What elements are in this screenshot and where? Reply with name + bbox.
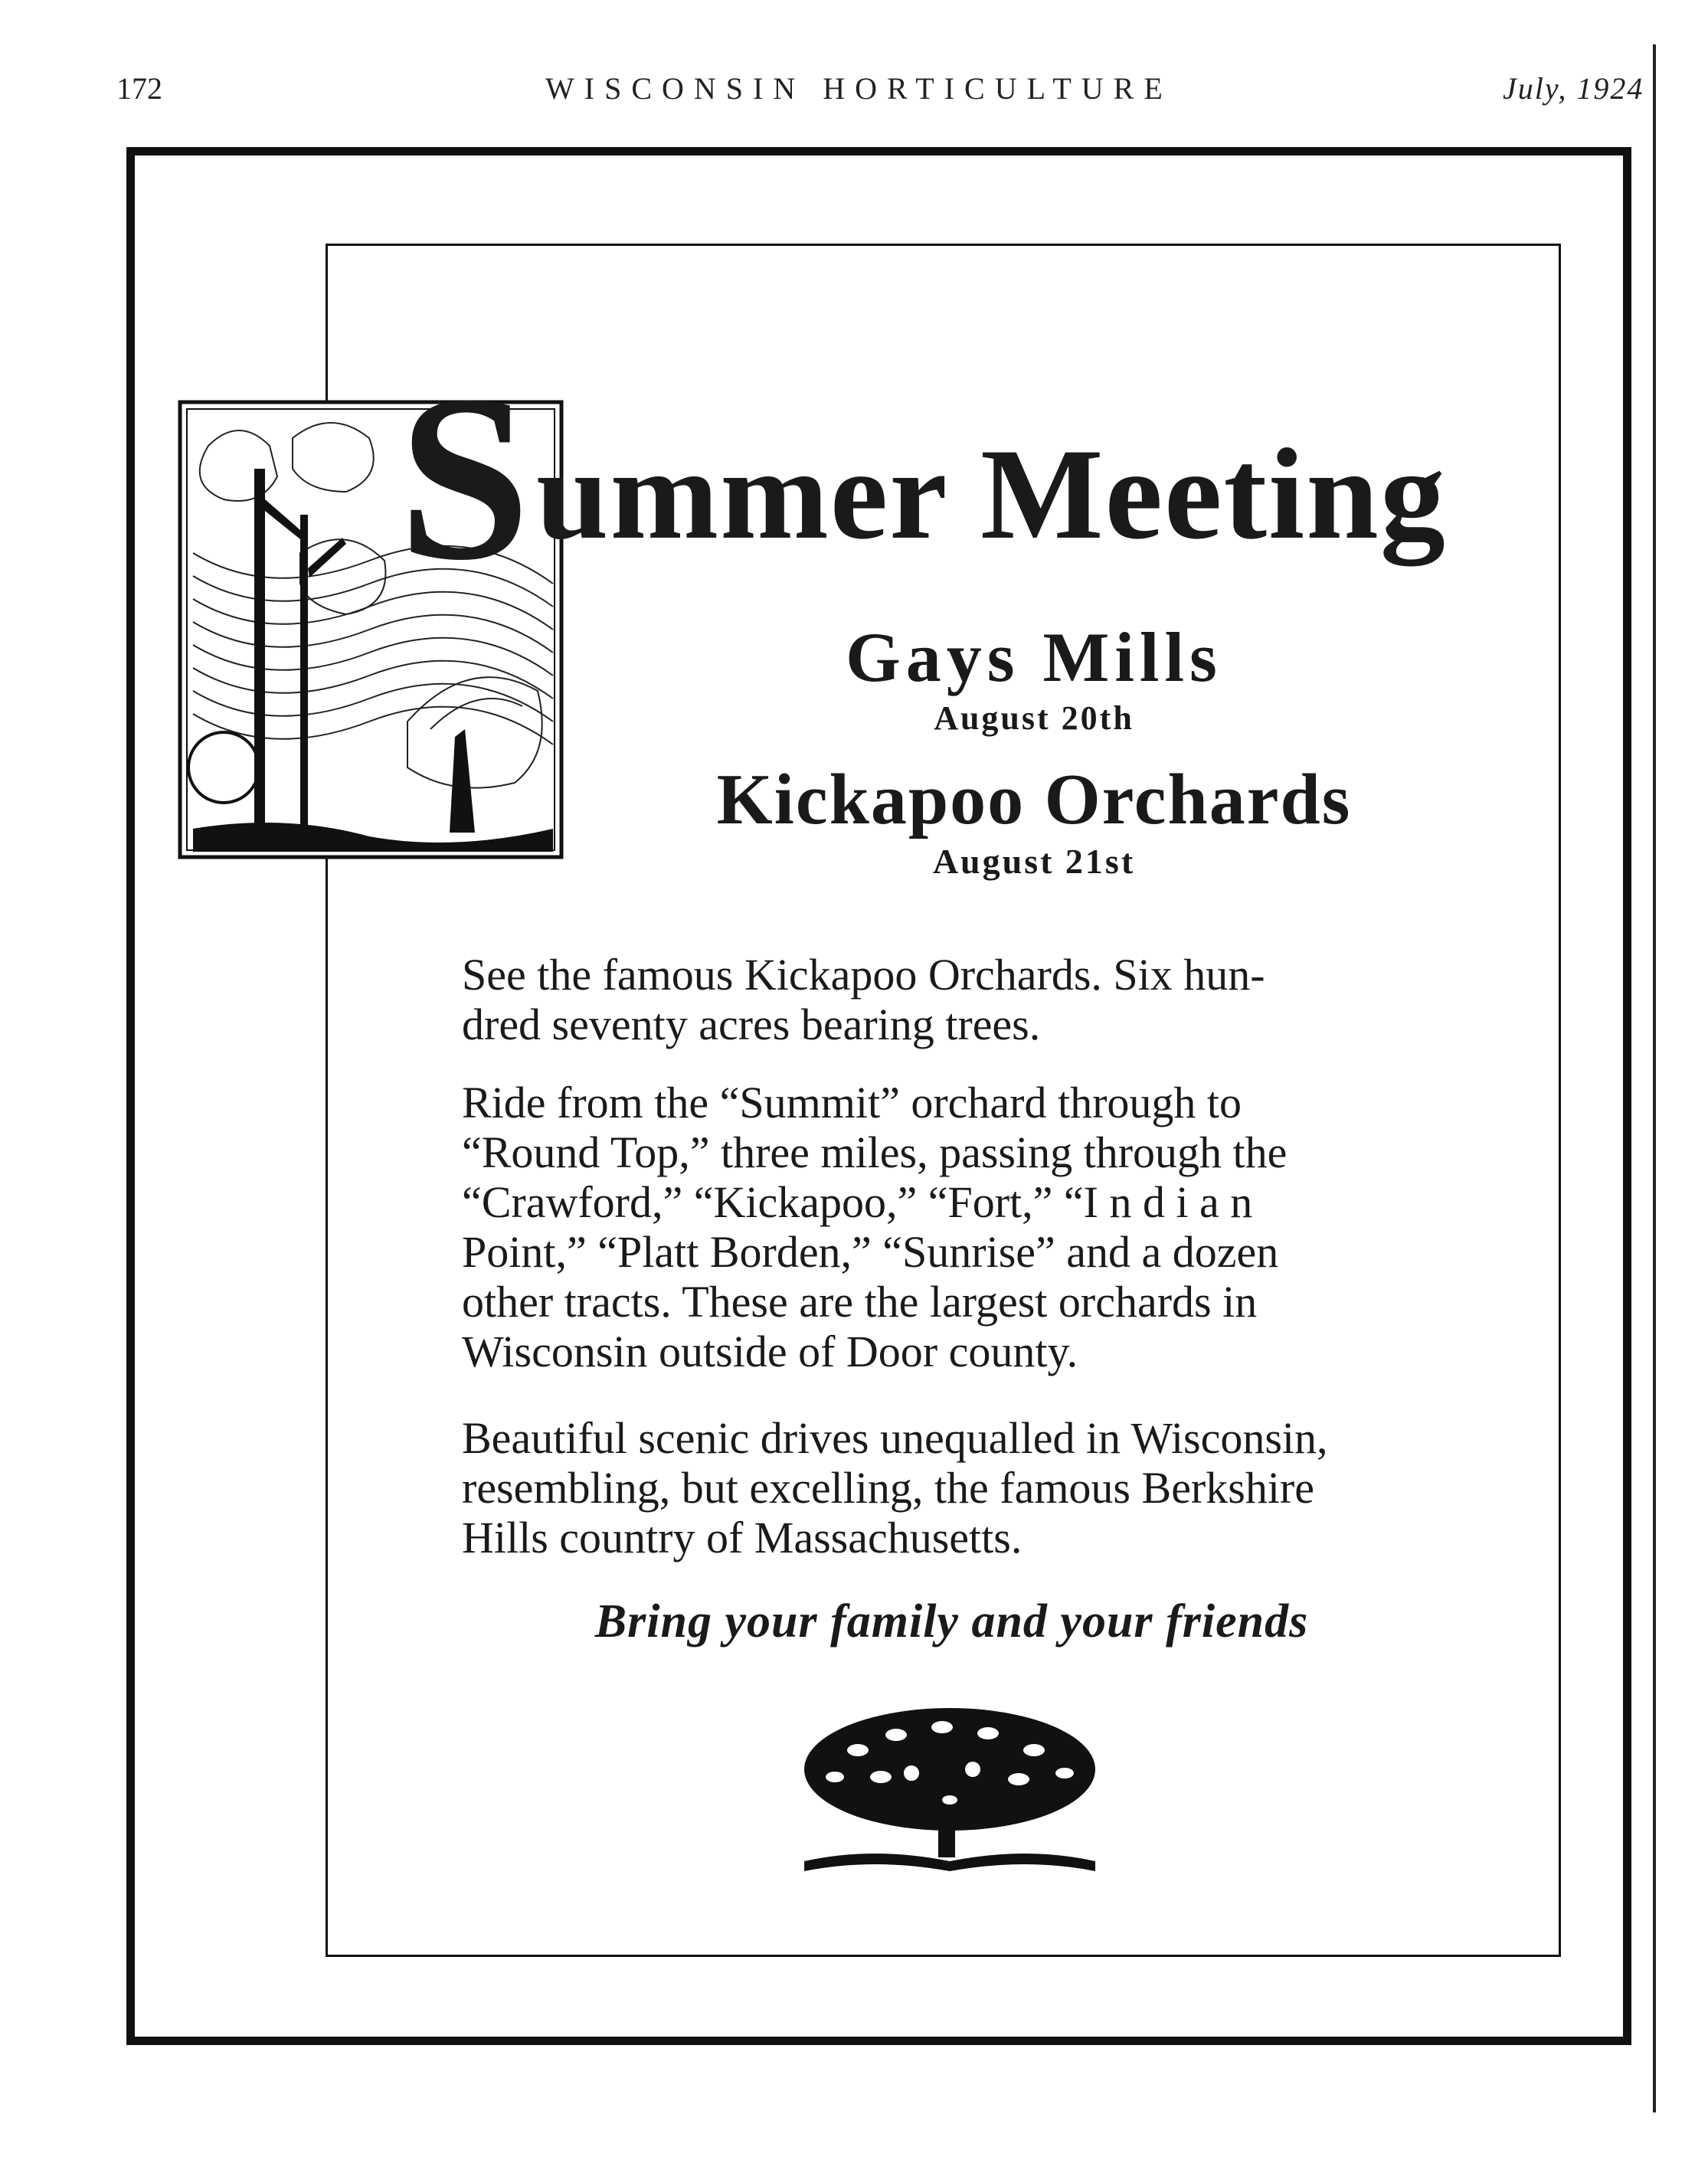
journal-title: WISCONSIN HORTICULTURE (545, 71, 1173, 106)
apple-tree-ornament-icon (789, 1697, 1111, 1880)
invitation-line: Bring your family and your friends (594, 1595, 1309, 1648)
headline: ummer Meeting (536, 422, 1447, 566)
body-paragraph: See the famous Kickapoo Orchards. Six hun- dred seventy acres bearing trees. (462, 950, 1265, 1049)
location-kickapoo-orchards: Kickapoo Orchards (716, 760, 1352, 839)
page-number: 172 (116, 71, 162, 106)
page-edge-rule (1653, 44, 1656, 2112)
body-paragraph: Beautiful scenic drives unequalled in Wisconsin, resembling, but excelling, the famous Berkshire Hills country of Massachusetts. (462, 1413, 1328, 1563)
location-gays-mills: Gays Mills (846, 618, 1222, 696)
date-august-21: August 21st (932, 842, 1136, 881)
issue-date: July, 1924 (1503, 71, 1644, 106)
headline-drop-cap: S (398, 347, 531, 610)
body-paragraph: Ride from the “Summit” orchard through to “Round Top,” three miles, passing through the “Crawford,” “Kickapoo,” “Fort,” “I n d i a n Point,” “Platt Borden,” “Sunrise” and a dozen other tracts. These are the largest orchards in Wisconsin outside of Door county. (462, 1078, 1288, 1376)
date-august-20: August 20th (934, 699, 1134, 737)
